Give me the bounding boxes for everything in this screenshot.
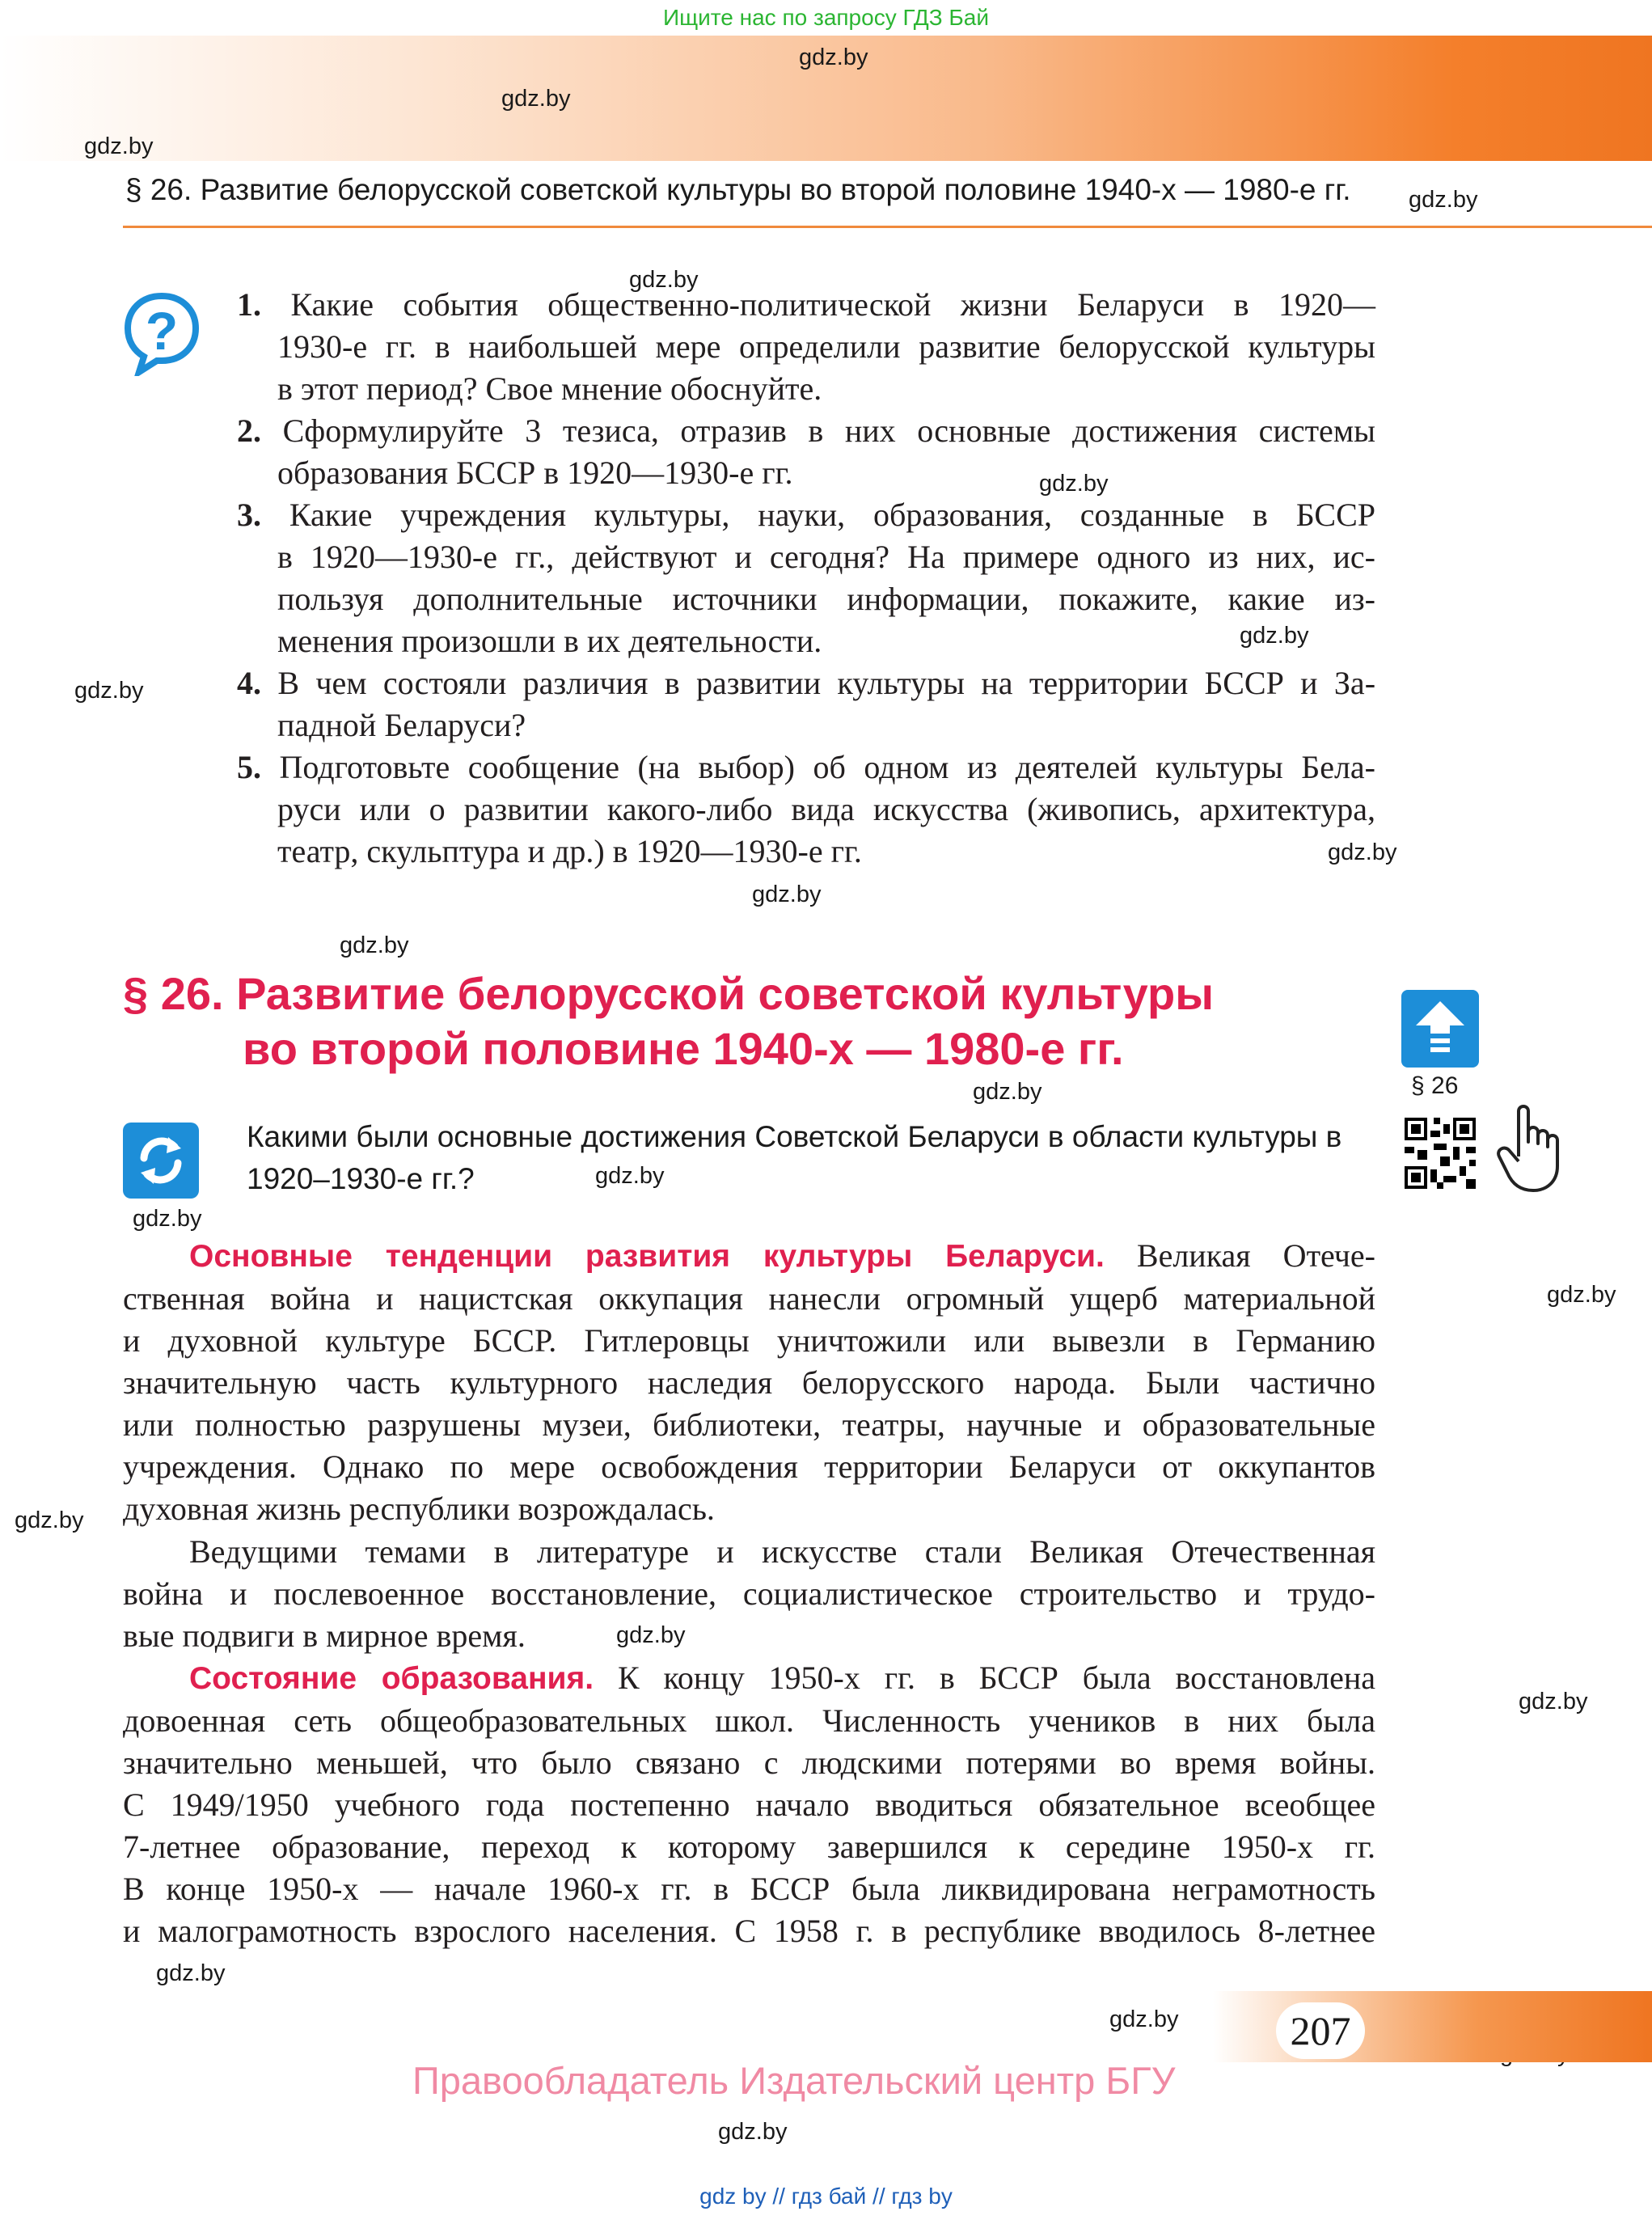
paragraph-line: или полностью разрушены музеи, библиотеки, театры, научные и образовательные [123,1406,1375,1443]
arrow-up-icon[interactable] [1401,990,1479,1068]
question-item [237,746,1375,873]
paragraph-text: Великая Отече- [1136,1237,1376,1274]
watermark: gdz.by [156,1960,226,1986]
svg-text:?: ? [145,301,179,361]
paragraph-line: духовная жизнь республики возрождалась. [123,1490,715,1527]
qr-code-icon[interactable] [1401,1114,1479,1192]
question-text: Какие учреждения культуры, науки, образования, созданные в БССР [289,497,1376,533]
watermark: gdz.by [1519,1689,1588,1715]
paragraph-line: война и послевоенное восстановление, социалистическое строительство и трудо- [123,1575,1375,1612]
recall-question: Какими были основные достижения Советской Беларуси в области культуры в 1920–1930-е гг.? [247,1120,1342,1195]
watermark: gdz.by [1328,839,1397,865]
watermark: gdz.by [1409,187,1478,213]
paragraph-line: значительную часть культурного наследия белорусского народа. Были частично [123,1364,1375,1401]
paragraph [123,1531,1375,1657]
question-text: 1930-е гг. в наибольшей мере определили развитие белорусской культуры [277,328,1375,365]
paragraph-heading: Основные тенденции развития культуры Беларуси. [189,1239,1105,1274]
copyright-notice: Правообладатель Издательский центр БГУ [412,2059,1176,2102]
question-text: в этот период? Свое мнение обоснуйте. [277,370,822,407]
watermark: gdz.by [752,882,822,907]
running-header: § 26. Развитие белорусской советской культуры во второй половине 1940-х — 1980-е гг. [125,173,1351,206]
watermark: gdz.by [718,2119,788,2145]
question-number: 1. [237,286,261,323]
paragraph-line: и духовной культуре БССР. Гитлеровцы уничтожили или вывезли в Германию [123,1322,1375,1359]
paragraph-line: вые подвиги в мирное время. [123,1617,526,1654]
header-divider [123,226,1652,228]
watermark: gdz.by [74,678,144,704]
question-text: образования БССР в 1920—1930-е гг. [277,455,793,491]
section-title-line1: § 26. Развитие белорусской советской культуры [123,968,1215,1019]
question-item [237,410,1375,494]
paragraph-line: значительно меньшей, что было связано с людскими потерями во время войны. [123,1744,1375,1781]
watermark: gdz.by [15,1507,84,1533]
question-text: В чем состояли различия в развитии культуры на территории БССР и За- [277,665,1376,701]
paragraph-line: В конце 1950-х — начале 1960-х гг. в БССР была ликвидирована неграмотность [123,1871,1375,1907]
question-number: 3. [237,497,261,533]
question-text: Подготовьте сообщение (на выбор) об одном из деятелей культуры Бела- [279,749,1375,785]
page-number: 207 [1276,2002,1365,2059]
section-title-line2: во второй половине 1940-х — 1980-е гг. [243,1023,1124,1074]
search-banner[interactable]: Ищите нас по запросу ГДЗ Бай [662,5,990,30]
question-text: Какие события общественно-политической жизни Беларуси в 1920— [290,286,1375,323]
question-text: в 1920—1930-е гг., действуют и сегодня? На примере одного из них, ис- [277,539,1375,575]
question-number: 4. [237,665,261,701]
paragraph-line: Ведущими темами в литературе и искусстве стали Великая Отечественная [189,1533,1375,1570]
paragraph-text: К концу 1950-х гг. в БССР была восстановлена [617,1660,1375,1696]
paragraph [123,1235,1375,1530]
watermark: gdz.by [616,1622,686,1648]
paragraph-line: учреждения. Однако по мере освобождения территории Беларуси от оккупантов [123,1448,1375,1485]
paragraph-heading: Состояние образования. [189,1661,594,1696]
question-bubble-icon [121,291,202,376]
question-number: 5. [237,749,261,785]
watermark: gdz.by [133,1206,202,1232]
question-text: Сформулируйте 3 тезиса, отразив в них основные достижения системы [282,412,1376,449]
paragraph-line: довоенная сеть общеобразовательных школ. Численность учеников в них была [123,1702,1375,1739]
watermark: gdz.by [1240,623,1309,649]
watermark: gdz.by [973,1079,1042,1105]
watermark: gdz.by [595,1163,665,1189]
paragraph-line: С 1949/1950 учебного года постепенно начало вводиться обязательное всеобщее [123,1786,1375,1823]
paragraph [123,1657,1375,1952]
question-item [237,284,1375,410]
question-text: падной Беларуси? [277,707,526,743]
watermark: gdz.by [629,267,699,293]
hand-pointer-icon [1494,1100,1575,1197]
watermark: gdz.by [799,44,868,70]
paragraph-line: и малограмотность взрослого населения. С 1958 г. в республике вводилось 8-летнее [123,1913,1375,1949]
watermark: gdz.by [340,932,409,958]
question-number: 2. [237,412,261,449]
question-text: менения произошли в их деятельности. [277,623,822,659]
watermark: gdz.by [1109,2006,1179,2032]
question-text: руси или о развитии какого-либо вида искусства (живопись, архитектура, [277,791,1375,827]
watermark: gdz.by [1039,471,1109,497]
footer-links[interactable]: gdz by // гдз бай // гдз by [699,2184,953,2209]
section-title [123,966,1214,1076]
question-item [237,662,1375,746]
paragraph-line: ственная война и нацистская оккупация нанесли огромный ущерб материальной [123,1280,1375,1317]
question-text: театр, скульптура и др.) в 1920—1930-е гг. [277,833,862,869]
watermark: gdz.by [1547,1282,1616,1308]
paragraph-line: 7-летнее образование, переход к которому завершился к середине 1950-х гг. [123,1829,1375,1865]
section-reference[interactable]: § 26 [1411,1072,1459,1099]
question-text: пользуя дополнительные источники информации, покажите, какие из- [277,581,1375,617]
watermark: gdz.by [84,133,154,159]
question-item [237,494,1375,662]
watermark: gdz.by [501,86,571,112]
refresh-icon [123,1123,199,1199]
